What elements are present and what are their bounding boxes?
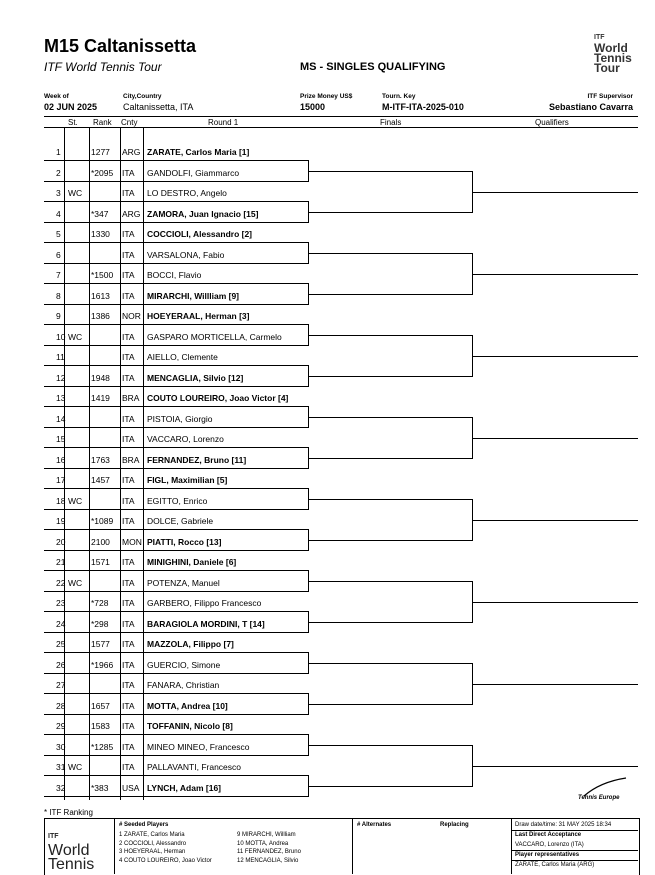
draw-position: 26 xyxy=(56,660,66,670)
draw-position: 8 xyxy=(56,291,61,301)
prize-label: Prize Money US$ xyxy=(300,93,353,100)
draw-country: ITA xyxy=(122,332,135,342)
col-qualifiers: Qualifiers xyxy=(535,118,569,127)
draw-position: 5 xyxy=(56,229,61,239)
ranking-note: * ITF Ranking xyxy=(44,808,93,817)
key-value: M-ITF-ITA-2025-010 xyxy=(382,102,464,112)
draw-country: ITA xyxy=(122,434,135,444)
draw-status: WC xyxy=(68,188,83,198)
draw-status: WC xyxy=(68,496,83,506)
draw-country: ITA xyxy=(122,168,135,178)
draw-country: ITA xyxy=(122,680,135,690)
draw-country: ITA xyxy=(122,496,135,506)
col-finals: Finals xyxy=(380,118,402,127)
draw-position: 24 xyxy=(56,619,66,629)
col-cnty: Cnty xyxy=(121,118,138,127)
draw-player-name: AIELLO, Clemente xyxy=(147,352,218,362)
draw-country: ITA xyxy=(122,291,135,301)
draw-player-name: FIGL, Maximilian [5] xyxy=(147,475,228,485)
draw-position: 14 xyxy=(56,414,66,424)
seeded-col-1 xyxy=(119,831,212,865)
draw-rank: 1386 xyxy=(91,311,110,321)
draw-player-name: COUTO LOUREIRO, Joao Victor [4] xyxy=(147,393,289,403)
draw-player-name: MINIGHINI, Daniele [6] xyxy=(147,557,237,567)
draw-position: 23 xyxy=(56,598,66,608)
draw-rank: *383 xyxy=(91,783,109,793)
draw-player-name: FERNANDEZ, Bruno [11] xyxy=(147,455,247,465)
seed-item: 4 COUTO LOUREIRO, Joao Victor xyxy=(119,857,212,864)
draw-status: WC xyxy=(68,762,83,772)
draw-rank: *728 xyxy=(91,598,109,608)
draw-player-name: MINEO MINEO, Francesco xyxy=(147,742,250,752)
tennis-europe-swoosh-icon xyxy=(580,776,630,800)
draw-player-name: VARSALONA, Fabio xyxy=(147,250,225,260)
draw-position: 3 xyxy=(56,188,61,198)
draw-player-name: DOLCE, Gabriele xyxy=(147,516,214,526)
draw-player-name: POTENZA, Manuel xyxy=(147,578,220,588)
draw-position: 27 xyxy=(56,680,66,690)
draw-country: ITA xyxy=(122,721,135,731)
draw-country: NOR xyxy=(122,311,141,321)
seed-item: 12 MENCAGLIA, Silvio xyxy=(237,857,299,864)
draw-player-name: PIATTI, Rocco [13] xyxy=(147,537,222,547)
logo-small: ITF xyxy=(594,34,605,41)
seed-item: 11 FERNANDEZ, Bruno xyxy=(237,849,301,855)
draw-player-name: ZARATE, Carlos Maria [1] xyxy=(147,147,250,157)
footer-logo-line-1: World xyxy=(48,842,90,859)
key-label: Tourn. Key xyxy=(382,93,416,100)
draw-rank: *1089 xyxy=(91,516,114,526)
reps-label: Player representatives xyxy=(515,852,580,858)
draw-country: ITA xyxy=(122,414,135,424)
draw-position: 31 xyxy=(56,762,66,772)
draw-country: ITA xyxy=(122,250,135,260)
col-st: St. xyxy=(68,118,78,127)
draw-rank: 1277 xyxy=(91,147,110,157)
draw-player-name: GARBERO, Filippo Francesco xyxy=(147,598,262,608)
draw-player-name: TOFFANIN, Nicolo [8] xyxy=(147,721,233,731)
draw-country: ITA xyxy=(122,639,135,649)
seeded-title: # Seeded Players xyxy=(119,822,169,828)
draw-player-name: GANDOLFI, Giammarco xyxy=(147,168,240,178)
prize-value: 15000 xyxy=(300,102,326,112)
draw-rank: 1419 xyxy=(91,393,110,403)
draw-country: ITA xyxy=(122,229,135,239)
logo-line-3: Tour xyxy=(594,61,620,75)
draw-country: ITA xyxy=(122,188,135,198)
draw-position: 12 xyxy=(56,373,66,383)
draw-player-name: PALLAVANTI, Francesco xyxy=(147,762,242,772)
itf-logo xyxy=(594,33,644,73)
draw-rank: *1285 xyxy=(91,742,114,752)
alternates-title: # Alternates xyxy=(357,822,392,828)
draw-country: USA xyxy=(122,783,140,793)
draw-player-name: BOCCI, Flavio xyxy=(147,270,202,280)
lda-label: Last Direct Acceptance xyxy=(515,832,582,838)
draw-position: 9 xyxy=(56,311,61,321)
draw-country: ITA xyxy=(122,352,135,362)
draw-country: ARG xyxy=(122,147,141,157)
draw-country: BRA xyxy=(122,393,140,403)
draw-position: 32 xyxy=(56,783,66,793)
col-rank: Rank xyxy=(93,118,112,127)
draw-position: 1 xyxy=(56,147,61,157)
draw-player-name: MOTTA, Andrea [10] xyxy=(147,701,228,711)
draw-position: 2 xyxy=(56,168,61,178)
draw-rank: 1763 xyxy=(91,455,110,465)
draw-player-name: GASPARO MORTICELLA, Carmelo xyxy=(147,332,282,342)
draw-player-name: MAZZOLA, Filippo [7] xyxy=(147,639,234,649)
draw-status: WC xyxy=(68,578,83,588)
seed-item: 10 MOTTA, Andrea xyxy=(237,840,289,847)
draw-rank: 1583 xyxy=(91,721,110,731)
draw-country: ITA xyxy=(122,475,135,485)
draw-rank: 1330 xyxy=(91,229,110,239)
draw-position: 19 xyxy=(56,516,66,526)
logo-line-1: World xyxy=(594,41,628,55)
draw-country: BRA xyxy=(122,455,140,465)
col-round1: Round 1 xyxy=(208,118,239,127)
draw-country: MON xyxy=(122,537,142,547)
draw-player-name: LO DESTRO, Angelo xyxy=(147,188,227,198)
reps-value: ZARATE, Carlos Maria (ARG) xyxy=(515,862,595,868)
week-label: Week of xyxy=(44,93,69,100)
city-label: City,Country xyxy=(123,93,162,100)
draw-position: 22 xyxy=(56,578,66,588)
page-subtitle: ITF World Tennis Tour xyxy=(44,60,162,74)
seed-item: 9 MIRARCHI, Willliam xyxy=(237,832,296,838)
draw-player-name: COCCIOLI, Alessandro [2] xyxy=(147,229,253,239)
seed-item: 1 ZARATE, Carlos Maria xyxy=(119,832,185,838)
draw-position: 4 xyxy=(56,209,61,219)
supervisor-value: Sebastiano Cavarra xyxy=(548,102,633,112)
draw-position: 11 xyxy=(56,352,65,362)
draw-country: ITA xyxy=(122,270,135,280)
draw-position: 29 xyxy=(56,721,66,731)
draw-player-name: HOEYERAAL, Herman [3] xyxy=(147,311,250,321)
draw-player-name: FANARA, Christian xyxy=(147,680,220,690)
draw-player-name: MENCAGLIA, Silvio [12] xyxy=(147,373,244,383)
draw-date: Draw date/time: 31 MAY 2025 18:34 xyxy=(515,822,612,828)
draw-position: 21 xyxy=(56,557,66,567)
draw-country: ITA xyxy=(122,578,135,588)
draw-position: 10 xyxy=(56,332,66,342)
replacing-title: Replacing xyxy=(440,822,469,828)
draw-rank: 1657 xyxy=(91,701,110,711)
logo-line-2: Tennis xyxy=(594,51,632,65)
seed-item: 3 HOEYERAAL, Herman xyxy=(119,849,186,855)
draw-rank: 1613 xyxy=(91,291,110,301)
tennis-europe-logo: Tennis Europe xyxy=(578,795,620,801)
draw-rank: 1948 xyxy=(91,373,110,383)
city-value: Caltanissetta, ITA xyxy=(123,102,194,112)
draw-rank: *1966 xyxy=(91,660,114,670)
draw-player-name: VACCARO, Lorenzo xyxy=(147,434,224,444)
footer-itf-logo xyxy=(48,830,110,872)
draw-rank: *2095 xyxy=(91,168,114,178)
draw-country: ITA xyxy=(122,742,135,752)
draw-position: 16 xyxy=(56,455,66,465)
draw-rank: *298 xyxy=(91,619,109,629)
draw-position: 6 xyxy=(56,250,61,260)
draw-position: 18 xyxy=(56,496,66,506)
draw-country: ITA xyxy=(122,701,135,711)
draw-rank: *347 xyxy=(91,209,109,219)
footer-logo-line-2: Tennis xyxy=(48,856,95,873)
draw-rank: *1500 xyxy=(91,270,114,280)
draw-position: 30 xyxy=(56,742,66,752)
seeded-col-2 xyxy=(237,831,301,865)
draw-country: ARG xyxy=(122,209,141,219)
draw-player-name: BARAGIOLA MORDINI, T [14] xyxy=(147,619,265,629)
draw-position: 13 xyxy=(56,393,66,403)
draw-position: 17 xyxy=(56,475,66,485)
draw-position: 7 xyxy=(56,270,61,280)
draw-rank: 2100 xyxy=(91,537,110,547)
draw-country: ITA xyxy=(122,660,135,670)
draw-rank: 1457 xyxy=(91,475,110,485)
supervisor-label: ITF Supervisor xyxy=(587,93,633,100)
draw-country: ITA xyxy=(122,557,135,567)
week-value: 02 JUN 2025 xyxy=(44,102,98,112)
draw-country: ITA xyxy=(122,516,135,526)
event-name: MS - SINGLES QUALIFYING xyxy=(300,61,446,73)
seed-item: 2 COCCIOLI, Alessandro xyxy=(119,840,187,847)
draw-position: 15 xyxy=(56,434,66,444)
draw-player-name: EGITTO, Enrico xyxy=(147,496,208,506)
lda-value: VACCARO, Lorenzo (ITA) xyxy=(515,842,584,848)
draw-player-name: MIRARCHI, Willliam [9] xyxy=(147,291,240,301)
draw-country: ITA xyxy=(122,619,135,629)
draw-rank: 1571 xyxy=(91,557,110,567)
draw-country: ITA xyxy=(122,373,135,383)
draw-position: 20 xyxy=(56,537,66,547)
draw-rank: 1577 xyxy=(91,639,110,649)
page-title: M15 Caltanissetta xyxy=(44,36,197,56)
draw-status: WC xyxy=(68,332,83,342)
draw-position: 28 xyxy=(56,701,66,711)
draw-player-name: ZAMORA, Juan Ignacio [15] xyxy=(147,209,259,219)
draw-player-name: GUERCIO, Simone xyxy=(147,660,221,670)
footer-logo-small: ITF xyxy=(48,833,59,840)
draw-player-name: PISTOIA, Giorgio xyxy=(147,414,213,424)
draw-player-name: LYNCH, Adam [16] xyxy=(147,783,221,793)
draw-country: ITA xyxy=(122,598,135,608)
draw-position: 25 xyxy=(56,639,66,649)
draw-country: ITA xyxy=(122,762,135,772)
